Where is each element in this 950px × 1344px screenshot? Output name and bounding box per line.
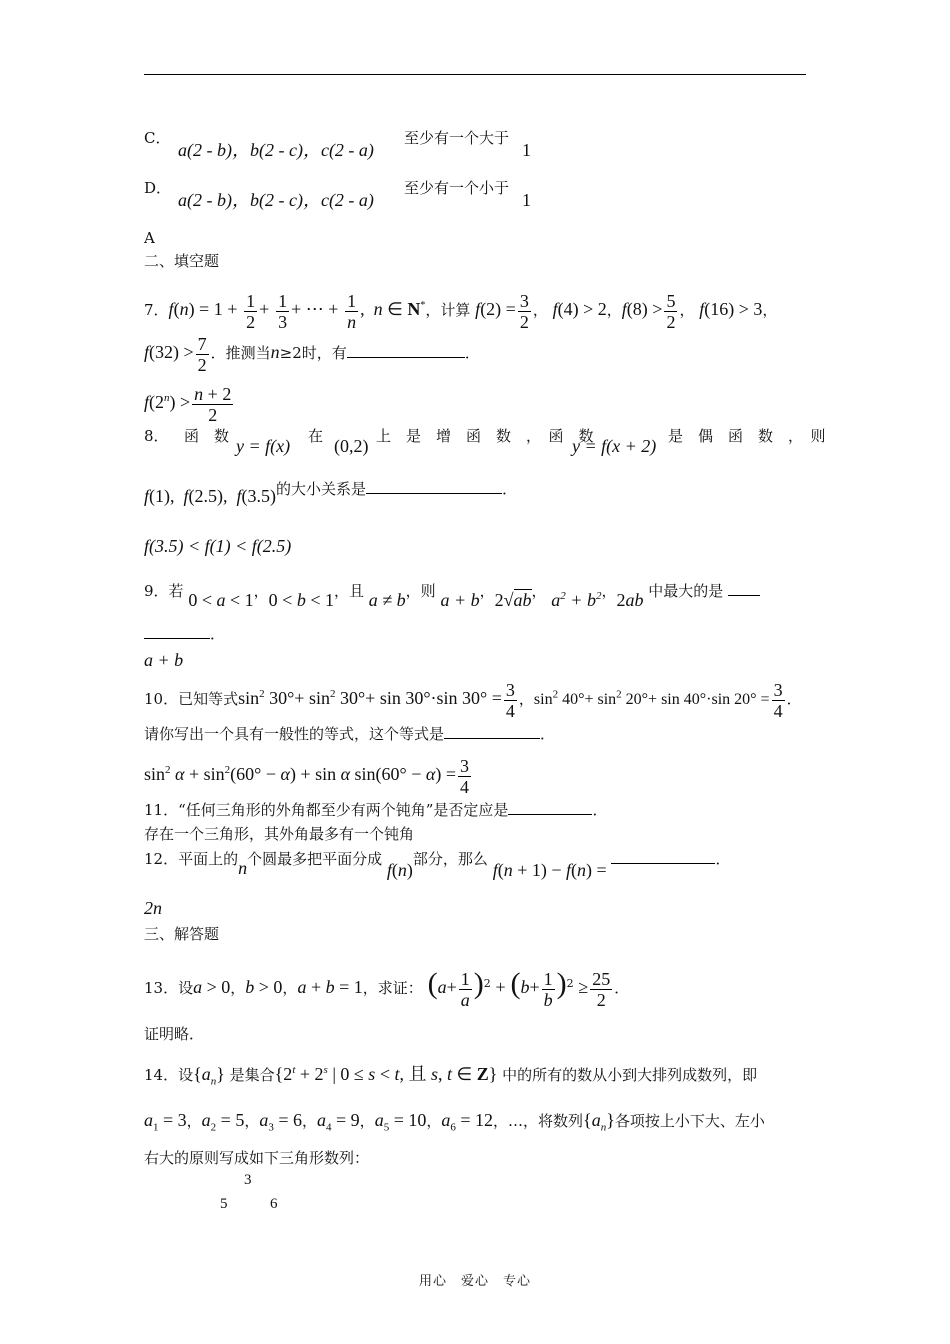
q14-line1: 14．设$\{a_n\}$ 是集合{$2^t + 2^s$ | 0 ≤ s < t, 且 s, t ∈ Z} 中的所有的数从小到大排列成数列，即 xyxy=(144,1064,758,1088)
section-answers: 三、解答题 xyxy=(144,925,220,943)
option-d: D． a(2 - b)，b(2 - c)，c(2 - a) 至少有一个小于 1 xyxy=(144,179,531,210)
header-rule xyxy=(144,74,806,75)
q9-line2: ． xyxy=(144,624,225,644)
q14-line2: $a_1 = 3$，$a_2 = 5$，$a_3 = 6$，$a_4 = 9$，$a_5 = 10$，$a_6 = 12$，…，将数列$\{a_n\}$各项按上小下大、左小 xyxy=(144,1110,765,1134)
q7-answer: $f(2^n)$ > $\frac{n + 2}{2}$ xyxy=(144,383,232,425)
option-c: C． a(2 - b)，b(2 - c)，c(2 - a) 至少有一个大于 1 xyxy=(144,129,531,160)
q8-line1: 8． 函 数 y = f(x) 在 (0,2) 上 是 增 函 数 ， 函 数 y = f(x + 2) 是 偶 函 数 ， 则 xyxy=(144,427,826,456)
q7-line2: f(32) > $\frac{7}{2}$ ．推测当n≥2时，有 ． xyxy=(144,333,480,375)
answer-6: A xyxy=(144,229,155,247)
q9-answer: a + b xyxy=(144,650,184,670)
q8-line2: f(1), f(2.5), f(3.5)的大小关系是 ． xyxy=(144,480,518,506)
q8-answer: f(3.5) < f(1) < f(2.5) xyxy=(144,536,292,556)
page-footer: 用心 爱心 专心 xyxy=(418,1274,531,1289)
q12-line: 12．平面上的n个圆最多把平面分成 f(n)部分，那么 f(n + 1) − f(n) = ． xyxy=(144,850,731,880)
q14-line3: 右大的原则写成如下三角形数列： xyxy=(144,1149,370,1167)
q13-line: 13．设a > 0，b > 0，a + b = 1，求证： (a+ $\frac{1}{a}$ )$^2$ + (b+ $\frac{1}{b}$ )$^2$ ≥ $\frac{25}{2}$ ． xyxy=(144,967,630,1010)
triangle-row2-a: 5 xyxy=(220,1196,228,1212)
q10-answer: $\sin^2 \alpha + \sin^2(60^\circ - \alpha) + \sin \alpha$ sin(60° − α) = $\frac{3}{4}$ xyxy=(144,755,470,797)
section-fill-in: 二、填空题 xyxy=(144,252,220,270)
q10-line1: 10．已知等式$\sin^2 30^\circ+ \sin^2 30^\circ+ \sin 30^\circ\cdot\sin$ 30° = $\frac{3}{4}$ ，$\sin^2 40^\circ+ \sin^2 20^\circ+ \sin 40^\circ\cdot\sin$ 20° = $\frac{3}{4}$ ． xyxy=(144,679,802,721)
triangle-row2-b: 6 xyxy=(270,1196,278,1212)
q7-line1: 7．f(n) = 1 + $\frac{1}{2}$ + $\frac{1}{3}$ + ⋯ + $\frac{1}{n}$ , n ∈ N*，计算 f(2) = $\frac{3}{2}$ ， f(4) > 2，f(8) > $\frac{5}{2}$ ， f(16) > 3， xyxy=(144,290,778,332)
q12-answer: 2n xyxy=(144,898,162,918)
q10-line2: 请你写出一个具有一般性的等式，这个等式是 ． xyxy=(144,725,556,743)
q11-answer: 存在一个三角形，其外角最多有一个钝角 xyxy=(144,825,415,843)
q13-answer: 证明略． xyxy=(144,1025,205,1043)
q9-line1: 9．若 0 < a < 1，0 < b < 1，且 a ≠ b，则 a + b，2√ab， $a^2 + b^2$，2ab 中最大的是 xyxy=(144,576,760,612)
triangle-row1: 3 xyxy=(244,1172,252,1188)
q11-question: 11．“任何三角形的外角都至少有两个钝角”是否定应是 ． xyxy=(144,801,608,819)
